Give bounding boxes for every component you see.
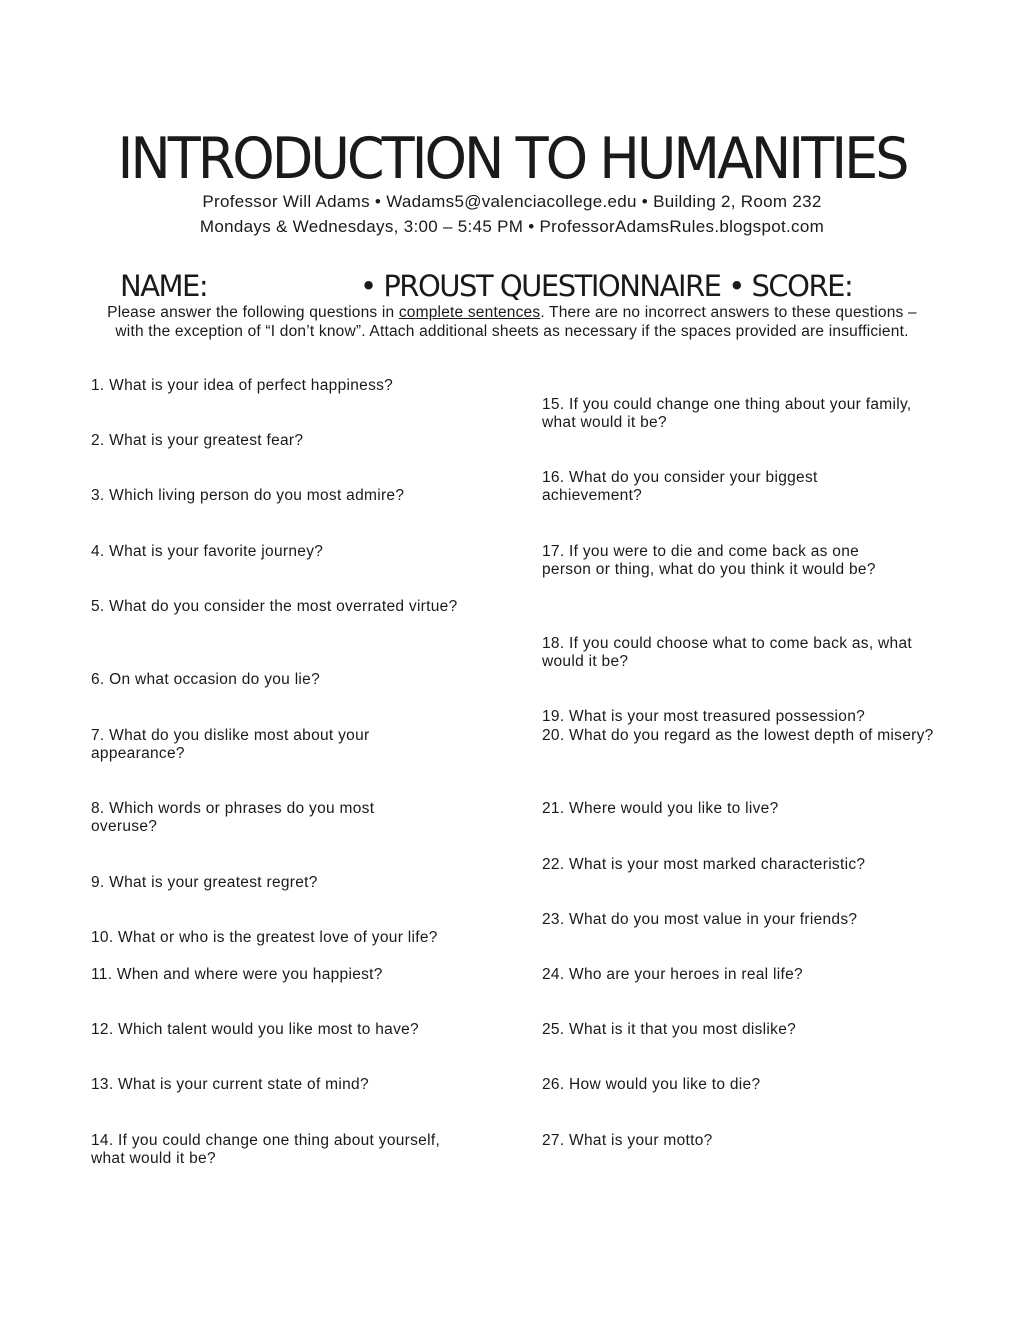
question-10: 10. What or who is the greatest love of your life? <box>91 929 438 946</box>
question-25: 25. What is it that you most dislike? <box>542 1021 797 1038</box>
question-21: 21. Where would you like to live? <box>542 800 779 817</box>
professor-contact-line: Professor Will Adams • Wadams5@valenciacollege.edu • Building 2, Room 232 <box>202 192 822 211</box>
question-4: 4. What is your favorite journey? <box>91 543 324 560</box>
question-26: 26. How would you like to die? <box>542 1076 761 1093</box>
question-11: 11. When and where were you happiest? <box>91 966 383 983</box>
question-23: 23. What do you most value in your friends? <box>542 911 858 928</box>
name-field-label: NAME: <box>120 269 208 303</box>
question-18: 18. If you could choose what to come back as, what would it be? <box>542 635 912 670</box>
questionnaire-title: • PROUST QUESTIONNAIRE • SCORE: <box>360 269 853 303</box>
question-5: 5. What do you consider the most overrated virtue? <box>91 598 458 615</box>
question-8: 8. Which words or phrases do you most overuse? <box>91 800 375 835</box>
question-24: 24. Who are your heroes in real life? <box>542 966 803 983</box>
question-9: 9. What is your greatest regret? <box>91 874 318 891</box>
question-15: 15. If you could change one thing about your family, what would it be? <box>542 396 912 431</box>
instructions <box>92 303 932 341</box>
schedule-line: Mondays & Wednesdays, 3:00 – 5:45 PM • ProfessorAdamsRules.blogspot.com <box>199 217 825 236</box>
instructions-emphasis: complete sentences <box>398 304 541 321</box>
instructions-text-start: Please answer the following questions in <box>107 304 399 321</box>
question-3: 3. Which living person do you most admire? <box>91 487 405 504</box>
document-title: INTRODUCTION TO HUMANITIES <box>117 125 907 192</box>
question-14: 14. If you could change one thing about yourself, what would it be? <box>91 1132 441 1167</box>
question-20: 20. What do you regard as the lowest depth of misery? <box>542 727 934 744</box>
instructions-text-end: . There are no incorrect answers to these questions – with the exception of “I don’t know”. Attach additional sheets as necessary if the spaces provided are insufficient. <box>115 304 917 340</box>
question-7: 7. What do you dislike most about your appearance? <box>91 727 370 762</box>
question-1: 1. What is your idea of perfect happiness? <box>91 377 394 394</box>
question-13: 13. What is your current state of mind? <box>91 1076 369 1093</box>
question-19: 19. What is your most treasured possession? <box>542 708 866 725</box>
question-16: 16. What do you consider your biggest achievement? <box>542 469 818 504</box>
question-2: 2. What is your greatest fear? <box>91 432 304 449</box>
question-22: 22. What is your most marked characteristic? <box>542 856 866 873</box>
question-17: 17. If you were to die and come back as one person or thing, what do you think it would be? <box>542 543 876 578</box>
question-12: 12. Which talent would you like most to have? <box>91 1021 419 1038</box>
question-27: 27. What is your motto? <box>542 1132 713 1149</box>
question-6: 6. On what occasion do you lie? <box>91 671 321 688</box>
